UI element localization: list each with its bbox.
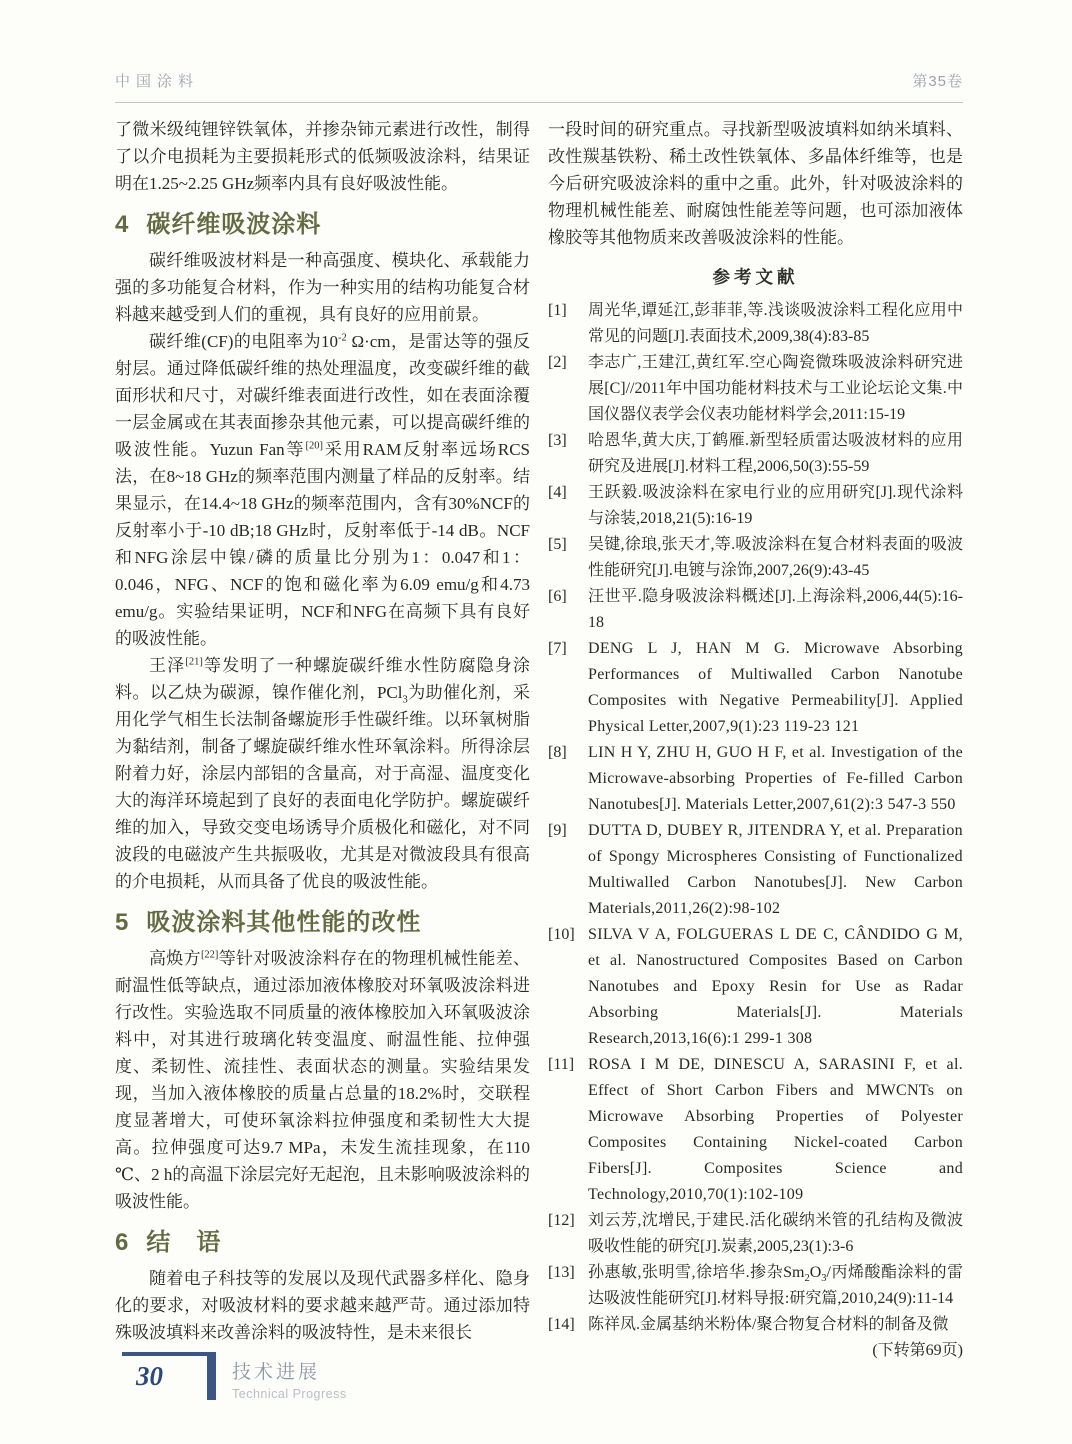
references-heading: 参考文献 [712, 267, 799, 287]
footer-section-cn: 技术进展 [232, 1362, 321, 1383]
reference-item [548, 1052, 963, 1208]
reference-number: [11] [548, 1056, 575, 1073]
section-title: 结 语 [146, 1229, 222, 1256]
reference-text: 吴键,徐琅,张天才,等.吸波涂料在复合材料表面的吸波性能研究[J].电镀与涂饰,2007,26(9):43-45 [588, 536, 963, 579]
section-title: 吸波涂料其他性能的改性 [146, 909, 422, 936]
reference-text: ROSA I M DE, DINESCU A, SARASINI F, et al. Effect of Short Carbon Fibers and MWCNTs on Microwave Absorbing Properties of Polyester Composites Containing Nickel-coated Carbon Fibers[J]. Composites Science and Technology,2010,70(1):102-109 [588, 1056, 963, 1203]
page-number: 30 [136, 1361, 163, 1391]
section-heading-5 [115, 908, 530, 938]
footer-bracket-top-bar [122, 1352, 216, 1356]
reference-number: [3] [548, 432, 567, 449]
reference-item [548, 1312, 963, 1338]
reference-item [548, 350, 963, 428]
reference-text: 王跃毅.吸波涂料在家电行业的应用研究[J].现代涂料与涂装,2018,21(5):16-19 [588, 484, 963, 527]
two-column-body [115, 116, 963, 1364]
reference-number: [4] [548, 484, 567, 501]
page-number-block [122, 1352, 216, 1402]
references-list [548, 298, 963, 1338]
paragraph: 高焕方[22]等针对吸波涂料存在的物理机械性能差、耐温性低等缺点，通过添加液体橡胶对环氧吸波涂料进行改性。实验选取不同质量的液体橡胶加入环氧吸波涂料中，对其进行玻璃化转变温度、耐温性能、拉伸强度、柔韧性、流挂性、表面状态的测量。实验结果发现，当加入液体橡胶的质量占总量的18.2%时，交联程度显著增大，可使环氧涂料拉伸强度和柔韧性大大提高。拉伸强度可达9.7 MPa，未发生流挂现象，在110 ℃、2 h的高温下涂层完好无起泡，且未影响吸波涂料的吸波性能。 [115, 949, 531, 1211]
section-heading-4 [115, 210, 530, 240]
reference-text: 哈恩华,黄大庆,丁鹤雁.新型轻质雷达吸波材料的应用研究及进展[J].材料工程,2006,50(3):55-59 [588, 432, 963, 475]
paragraph: 碳纤维(CF)的电阻率为$10^{-2}$ Ω·cm，是雷达等的强反射层。通过降低碳纤维的热处理温度，改变碳纤维的截面形状和尺寸，对碳纤维表面进行改性，如在表面涂覆一层金属或在其表面掺杂其他元素，可以提高碳纤维的吸波性能。Yuzun Fan等[20]采用RAM反射率远场RCS法，在8~18 GHz的频率范围内测量了样品的反射率。结果显示，在14.4~18 GHz的频率范围内，含有30%NCF的反射率小于-10 dB;18 GHz时，反射率低于-14 dB。NCF和NFG涂层中镍/磷的质量比分别为1：0.047和1：0.046，NFG、NCF的饱和磁化率为6.09 emu/g和4.73 emu/g。实验结果证明，NCF和NFG在高频下具有良好的吸波性能。 [115, 332, 530, 648]
paragraph-continuation: 一段时间的研究重点。寻找新型吸波填料如纳米填料、改性羰基铁粉、稀土改性铁氧体、多晶体纤维等，也是今后研究吸波涂料的重中之重。此外，针对吸波涂料的物理机械性能差、耐腐蚀性能差等问题，也可添加液体橡胶等其他物质来改善吸波涂料的性能。 [548, 120, 963, 247]
reference-number: [9] [548, 822, 567, 839]
reference-text: 周光华,谭延江,彭菲菲,等.浅谈吸波涂料工程化应用中常见的问题[J].表面技术,2009,38(4):83-85 [588, 302, 963, 345]
reference-text: DUTTA D, DUBEY R, JITENDRA Y, et al. Preparation of Spongy Microspheres Consisting of Functionalized Multiwalled Carbon Nanotubes[J]. New Carbon Materials,2011,26(2):98-102 [588, 822, 963, 917]
footer-bracket-right-bar [207, 1352, 216, 1400]
reference-text: 孙惠敏,张明雪,徐培华.掺杂$Sm_2O_3/$丙烯酸酯涂料的雷达吸波性能研究[J].材料导报:研究篇,2010,24(9):11-14 [588, 1264, 963, 1307]
reference-number: [6] [548, 588, 567, 605]
reference-number: [8] [548, 744, 567, 761]
section-heading-6 [115, 1228, 530, 1258]
reference-item [548, 532, 963, 584]
reference-item [548, 1208, 963, 1260]
reference-number: [14] [548, 1316, 575, 1333]
reference-number: [12] [548, 1212, 575, 1229]
section-number: 4 [115, 211, 130, 238]
reference-item [548, 922, 963, 1052]
reference-number: [7] [548, 640, 567, 657]
paragraph: 碳纤维吸波材料是一种高强度、模块化、承载能力强的多功能复合材料，作为一种实用的结构功能复合材料越来越受到人们的重视，具有良好的应用前景。 [115, 251, 530, 324]
journal-title: 中国涂料 [115, 73, 200, 90]
reference-item [548, 740, 963, 818]
reference-item [548, 480, 963, 532]
left-column [115, 116, 530, 1364]
reference-number: [1] [548, 302, 567, 319]
volume-label: 第35卷 [912, 73, 963, 90]
reference-item [548, 428, 963, 480]
reference-number: [5] [548, 536, 567, 553]
reference-item [548, 636, 963, 740]
reference-item [548, 298, 963, 350]
paragraph: 王泽[21]等发明了一种螺旋碳纤维水性防腐隐身涂料。以乙炔为碳源，镍作催化剂，PCl$_3$为助催化剂，采用化学气相生长法制备螺旋形手性碳纤维。以环氧树脂为黏结剂，制备了螺旋碳纤维水性环氧涂料。所得涂层附着力好，涂层内部铝的含量高，对于高湿、温度变化大的海洋环境起到了良好的表面电化学防护。螺旋碳纤维的加入，导致交变电场诱导介质极化和磁化，对不同波段的电磁波产生共振吸收，尤其是对微波段具有很高的介电损耗，从而具备了优良的吸波性能。 [115, 656, 531, 891]
footer-section-label [232, 1352, 347, 1401]
reference-text: LIN H Y, ZHU H, GUO H F, et al. Investigation of the Microwave-absorbing Properties of Fe-filled Carbon Nanotubes[J]. Materials Letter,2007,61(2):3 547-3 550 [588, 744, 963, 813]
reference-number: [13] [548, 1264, 575, 1281]
reference-text: 陈祥凤.金属基纳米粉体/聚合物复合材料的制备及微 [588, 1316, 949, 1333]
reference-number: [2] [548, 354, 567, 371]
reference-item [548, 584, 963, 636]
reference-text: SILVA V A, FOLGUERAS L DE C, CÂNDIDO G M, et al. Nanostructured Composites Based on Carbon Nanotubes and Epoxy Resin for Use as Radar Absorbing Materials[J]. Materials Research,2013,16(6):1 299-1 308 [588, 926, 963, 1047]
section-number: 5 [115, 909, 130, 936]
reference-text: DENG L J, HAN M G. Microwave Absorbing Performances of Multiwalled Carbon Nanotube Composites with Negative Permeability[J]. Applied Physical Letter,2007,9(1):23 119-23 121 [588, 640, 963, 735]
section-number: 6 [115, 1229, 130, 1256]
page-footer [122, 1352, 347, 1402]
reference-item [548, 1260, 963, 1312]
reference-number: [10] [548, 926, 575, 943]
paragraph-intro-continuation: 了微米级纯锂锌铁氧体，并掺杂铈元素进行改性，制得了以介电损耗为主要损耗形式的低频吸波涂料，结果证明在1.25~2.25 GHz频率内具有良好吸波性能。 [115, 120, 530, 193]
reference-text: 刘云芳,沈增民,于建民.活化碳纳米管的孔结构及微波吸收性能的研究[J].炭素,2005,23(1):3-6 [588, 1212, 963, 1255]
reference-text: 李志广,王建江,黄红军.空心陶瓷微珠吸波涂料研究进展[C]//2011年中国功能材料技术与工业论坛论文集.中国仪器仪表学会仪表功能材料学会,2011:15-19 [588, 354, 963, 423]
page-header [115, 70, 963, 103]
section-title: 碳纤维吸波涂料 [146, 211, 322, 238]
reference-item [548, 818, 963, 922]
right-column [548, 116, 963, 1364]
reference-text: 汪世平.隐身吸波涂料概述[J].上海涂料,2006,44(5):16-18 [588, 588, 963, 631]
footer-section-en: Technical Progress [232, 1387, 347, 1401]
continued-note: (下转第69页) [872, 1342, 963, 1359]
paragraph: 随着电子科技等的发展以及现代武器多样化、隐身化的要求，对吸波材料的要求越来越严苛。通过添加特殊吸波填料来改善涂料的吸波特性，是未来很长 [115, 1269, 530, 1342]
